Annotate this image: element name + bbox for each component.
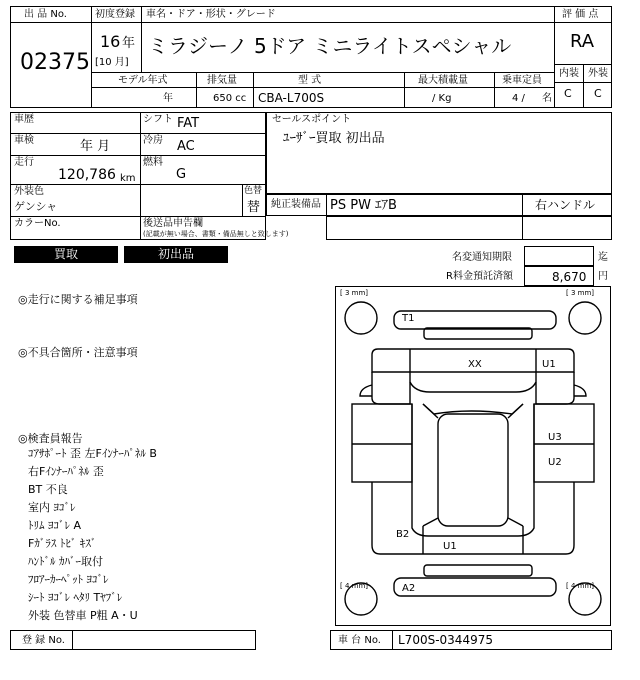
report-line: ｼｰﾄ ﾖｺﾞﾚ ﾍﾀﾘ Tﾔﾌﾞﾚ — [28, 591, 123, 604]
report-line: Fｶﾞﾗｽ ﾄﾋﾞ ｷｽﾞ — [28, 537, 97, 550]
reg-year-unit: 年 — [122, 36, 136, 51]
inspection-value: 年 月 — [80, 139, 111, 154]
mileage-label: 走行 — [14, 157, 34, 168]
capacity-unit: 名 — [542, 93, 552, 104]
report-line: ｺｱｻﾎﾟｰﾄ 歪 左Fｲﾝﾅｰﾊﾟﾈﾙ B — [28, 447, 157, 460]
chassis-label: 車 台 No. — [338, 635, 381, 646]
reg-year: 16 — [100, 32, 121, 51]
docs-note: (記載が無い場合、書類・備品無しと致します) — [143, 230, 289, 238]
ac-label: 冷房 — [143, 135, 163, 146]
repaint-value: 替 — [247, 200, 261, 215]
inspection-label: 車検 — [14, 135, 34, 146]
recycle-value: 8,670 — [552, 270, 587, 284]
exterior-grade: C — [594, 87, 602, 100]
report-line: 外装 色替車 P粗 A・U — [28, 609, 138, 622]
ac-value: AC — [177, 139, 195, 154]
docs-label: 後送品申告欄 — [143, 218, 203, 229]
car-name: ミラジーノ 5ドア ミニライトスペシャル — [148, 34, 512, 58]
shift-value: FAT — [177, 116, 200, 131]
fuel-label: 燃料 — [143, 157, 163, 168]
report-line: 室内 ﾖｺﾞﾚ — [28, 501, 76, 514]
sales-point-text: ﾕｰｻﾞｰ買取 初出品 — [283, 131, 385, 146]
history-label: 車歴 — [14, 114, 34, 125]
tire-front-left: [ 3 mm] — [340, 289, 369, 297]
divider — [72, 630, 73, 650]
mileage-unit: km — [120, 173, 136, 184]
capacity-label: 乗車定員 — [502, 75, 542, 86]
damage-mark-t1: T1 — [402, 313, 415, 324]
displacement-value: 650 cc — [213, 93, 247, 104]
report-line: BT 不良 — [28, 483, 68, 496]
tire-front-right: [ 3 mm] — [566, 289, 595, 297]
recycle-label: R料金預託済額 — [446, 271, 513, 282]
color-value: ゲンシャ — [14, 200, 58, 213]
rating-label: 評 価 点 — [562, 9, 599, 20]
model-year-label: モデル年式 — [118, 75, 168, 86]
capacity-value: 4 / — [512, 93, 525, 104]
max-load-unit: / Kg — [432, 93, 452, 104]
report-line: ﾊﾝﾄﾞﾙ ｶﾊﾞｰ取付 — [28, 555, 103, 568]
type-value: CBA-L700S — [258, 91, 325, 105]
lot-number: 02375 — [20, 50, 90, 75]
damage-mark-u1-rear: U1 — [443, 541, 457, 552]
model-desc-label: 車名・ドア・形状・グレード — [146, 9, 276, 20]
color-no-label: カラーNo. — [14, 218, 61, 229]
name-change-label: 名変通知期限 — [452, 252, 512, 263]
report-line: ﾌﾛｱｰｶｰﾍﾟｯﾄ ﾖｺﾞﾚ — [28, 573, 109, 586]
sales-point-label: セールスポイント — [272, 114, 352, 125]
fuel-value: G — [176, 167, 187, 182]
damage-mark-xx: XX — [468, 359, 482, 370]
handle-value: 右ハンドル — [535, 198, 596, 212]
mileage-value: 120,786 — [58, 167, 116, 183]
driving-remarks-title: ◎走行に関する補足事項 — [18, 293, 138, 306]
color-label: 外装色 — [14, 186, 44, 197]
report-line: 右Fｲﾝﾅｰﾊﾟﾈﾙ 歪 — [28, 465, 104, 478]
damage-mark-a2: A2 — [402, 583, 416, 594]
first-listing-tag: 初出品 — [124, 246, 228, 263]
rating-value: RA — [570, 31, 595, 52]
first-reg-label: 初度登録 — [95, 9, 135, 20]
damage-mark-u2: U2 — [548, 457, 562, 468]
name-change-unit: 迄 — [598, 252, 608, 263]
damage-mark-b2: B2 — [396, 529, 410, 540]
type-label: 型 式 — [298, 75, 322, 86]
registration-label: 登 録 No. — [22, 635, 65, 646]
divider — [392, 630, 393, 650]
equipment-label: 純正装備品 — [271, 199, 321, 210]
repaint-label: 色替 — [244, 186, 263, 196]
buy-tag: 買取 — [14, 246, 118, 263]
shift-label: シフト — [143, 114, 173, 125]
damage-mark-u1-front: U1 — [542, 359, 556, 370]
tire-rear-right: [ 4 mm] — [566, 582, 595, 590]
max-load-label: 最大積載量 — [418, 75, 468, 86]
tire-rear-left: [ 4 mm] — [340, 582, 369, 590]
interior-label: 内装 — [559, 68, 579, 79]
lot-label: 出 品 No. — [24, 9, 67, 20]
damage-mark-u3: U3 — [548, 432, 562, 443]
reg-month: [10 月] — [95, 57, 129, 68]
equipment-value: PS PW ｴｱB — [330, 198, 397, 213]
inspector-report-title: ◎検査員報告 — [18, 432, 83, 445]
chassis-number: L700S-0344975 — [398, 633, 493, 647]
interior-grade: C — [564, 87, 572, 100]
exterior-label: 外装 — [588, 68, 608, 79]
defect-remarks-title: ◎不具合箇所・注意事項 — [18, 346, 138, 359]
displacement-label: 排気量 — [207, 75, 237, 86]
report-line: ﾄﾘﾑ ﾖｺﾞﾚ A — [28, 519, 82, 532]
model-year-unit: 年 — [163, 93, 173, 104]
recycle-unit: 円 — [598, 271, 608, 282]
